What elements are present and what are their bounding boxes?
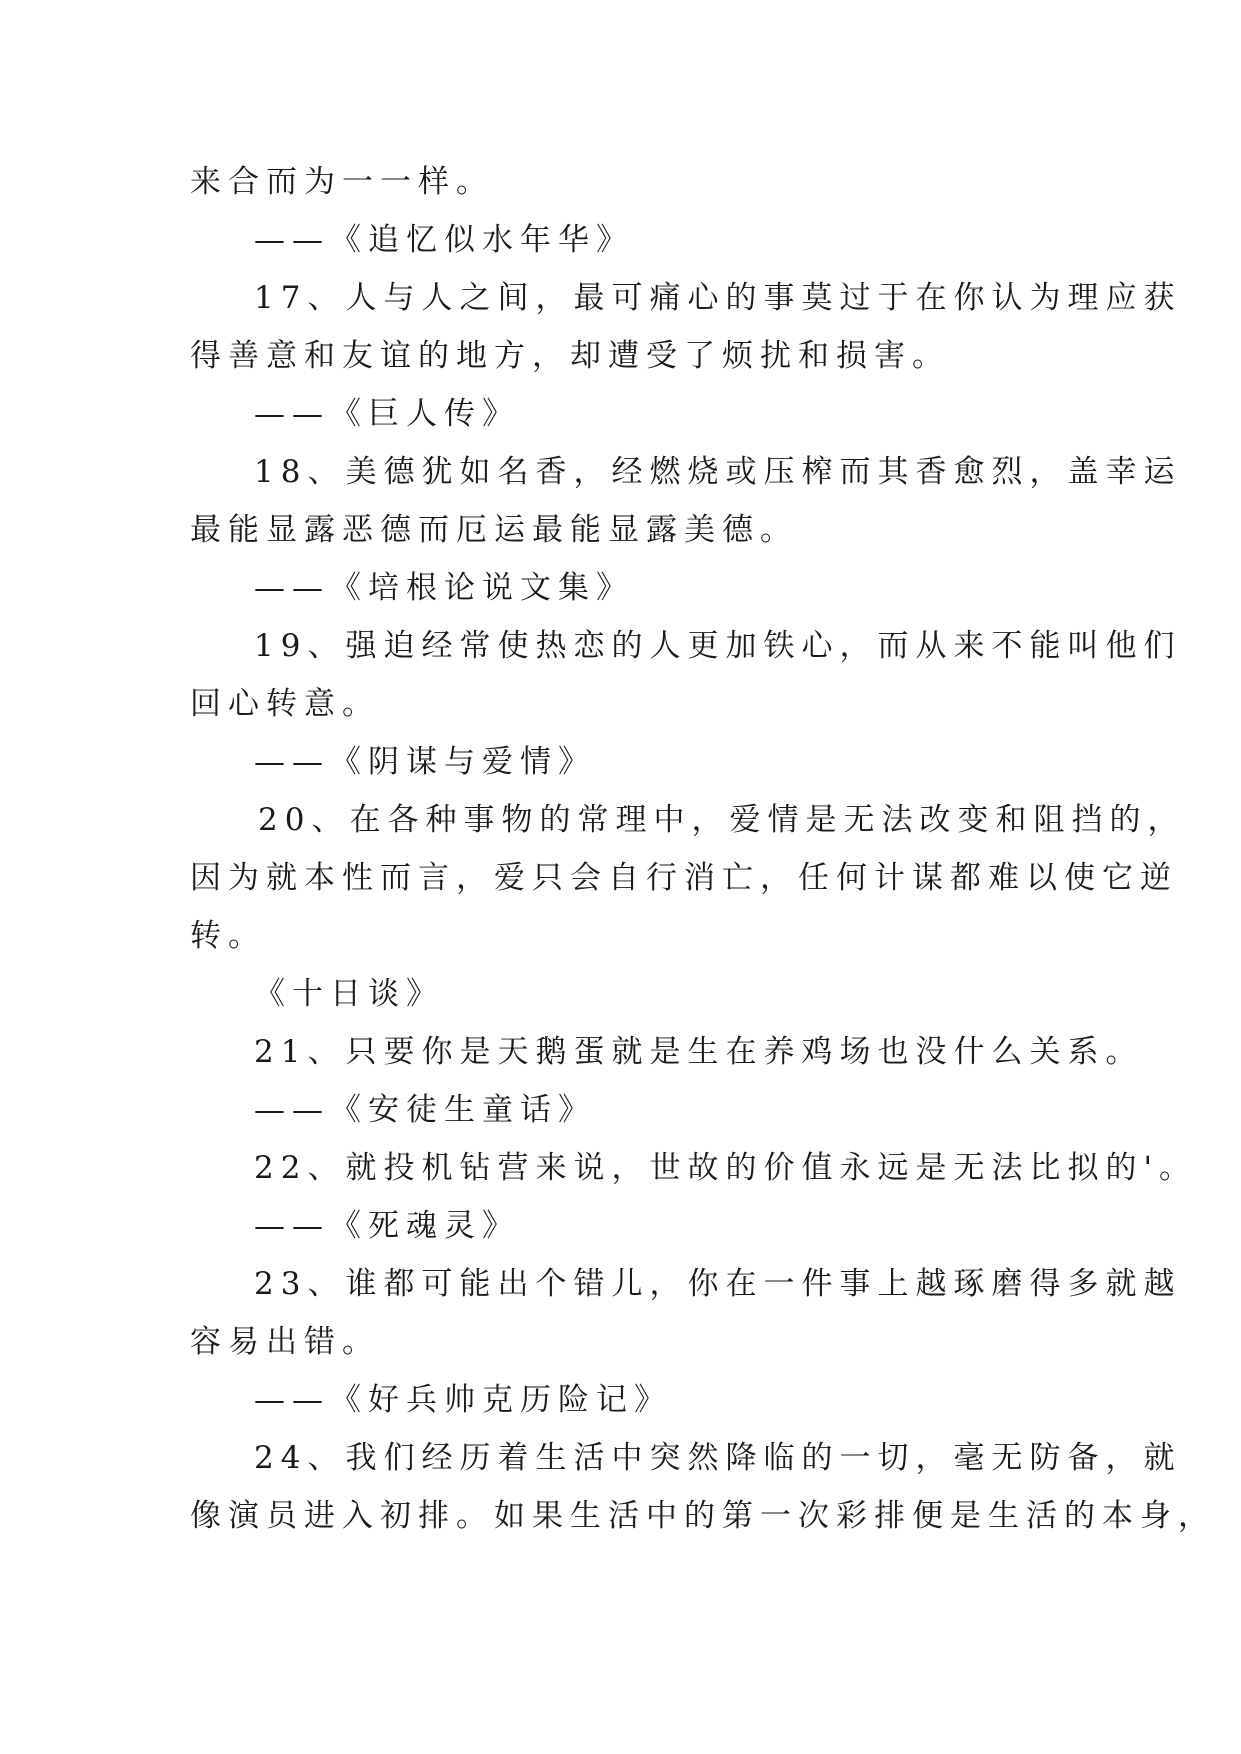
source-line: ——《追忆似水年华》 bbox=[254, 222, 634, 258]
text-line: 转。 bbox=[190, 918, 266, 954]
text-line: 回心转意。 bbox=[190, 686, 380, 722]
source-line: ——《好兵帅克历险记》 bbox=[254, 1382, 672, 1418]
quote-line: 20、在各种事物的常理中，爱情是无法改变和阻挡的， bbox=[258, 802, 1186, 838]
source-line: ——《巨人传》 bbox=[254, 396, 520, 432]
quote-line: 21、只要你是天鹅蛋就是生在养鸡场也没什么关系。 bbox=[254, 1034, 1144, 1070]
quote-line: 24、我们经历着生活中突然降临的一切，毫无防备，就 bbox=[254, 1440, 1182, 1476]
quote-line: 23、谁都可能出个错儿，你在一件事上越琢磨得多就越 bbox=[254, 1266, 1182, 1302]
source-line: ——《安徒生童话》 bbox=[254, 1092, 596, 1128]
quote-line: 17、人与人之间，最可痛心的事莫过于在你认为理应获 bbox=[254, 280, 1182, 316]
source-line: ——《培根论说文集》 bbox=[254, 570, 634, 606]
source-line: ——《阴谋与爱情》 bbox=[254, 744, 596, 780]
quote-line: 22、就投机钻营来说，世故的价值永远是无法比拟的'。 bbox=[254, 1150, 1197, 1186]
source-line: ——《死魂灵》 bbox=[254, 1208, 520, 1244]
quote-line: 19、强迫经常使热恋的人更加铁心，而从来不能叫他们 bbox=[254, 628, 1182, 664]
text-line: 来合而为一一样。 bbox=[190, 164, 494, 200]
text-line: 像演员进入初排。如果生活中的第一次彩排便是生活的本身， bbox=[190, 1498, 1216, 1534]
text-line: 容易出错。 bbox=[190, 1324, 380, 1360]
text-line: 因为就本性而言，爱只会自行消亡，任何计谋都难以使它逆 bbox=[190, 860, 1178, 896]
source-line: 《十日谈》 bbox=[254, 976, 444, 1012]
text-line: 最能显露恶德而厄运最能显露美德。 bbox=[190, 512, 798, 548]
text-line: 得善意和友谊的地方，却遭受了烦扰和损害。 bbox=[190, 338, 950, 374]
quote-line: 18、美德犹如名香，经燃烧或压榨而其香愈烈，盖幸运 bbox=[254, 454, 1182, 490]
